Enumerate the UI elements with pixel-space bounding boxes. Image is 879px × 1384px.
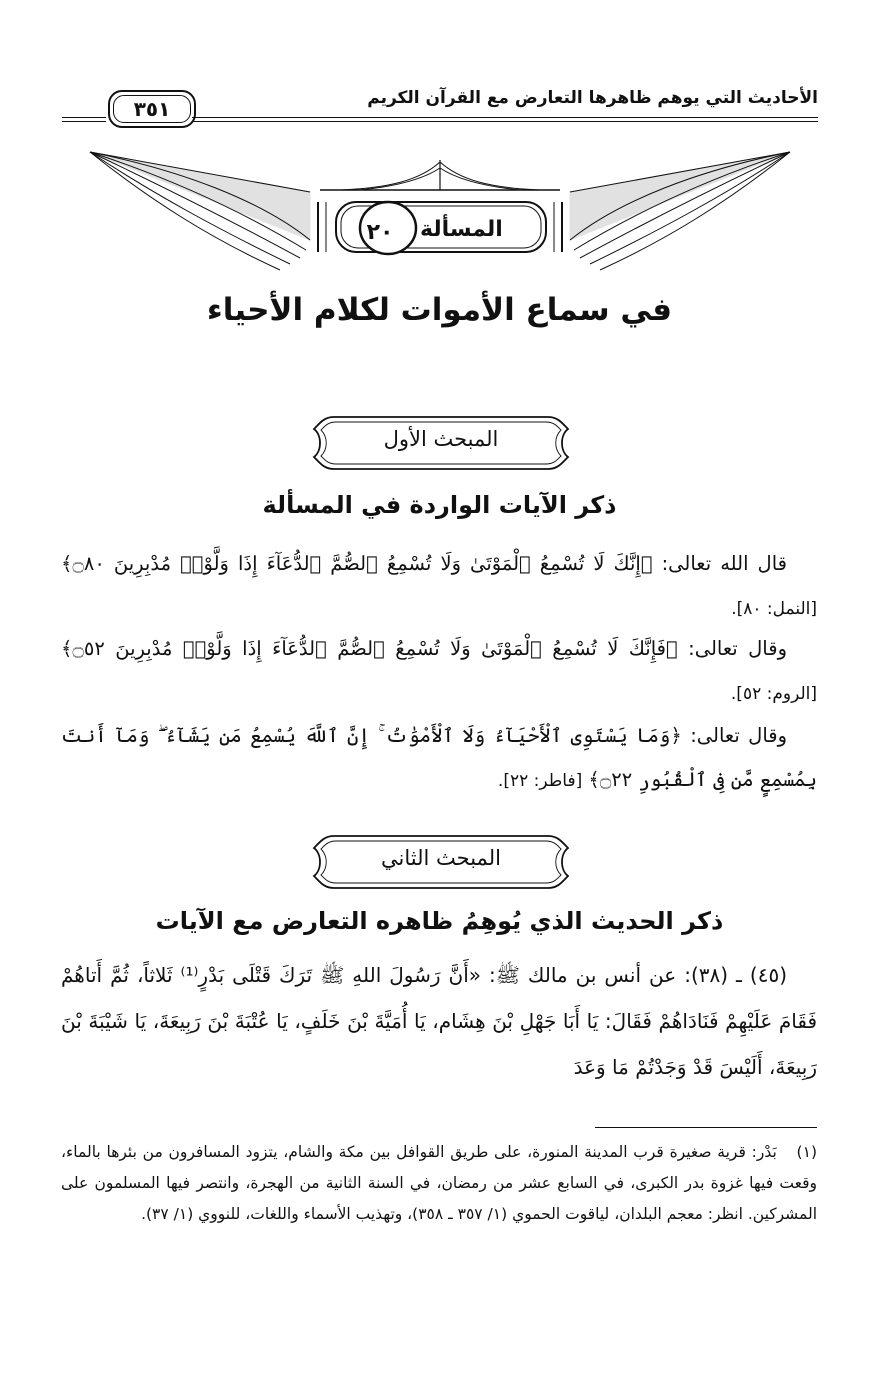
section-label: المبحث الأول [383, 427, 499, 451]
footnote-separator [595, 1127, 817, 1128]
verse-intro: قال الله تعالى: [652, 552, 787, 575]
section-box-2 [306, 832, 576, 892]
hadith-paragraph: (٤٥) ـ (٣٨): عن أنس بن مالك ﷺ: «أَنَّ رَسُولَ اللهِ ﷺ تَرَكَ قَتْلَى بَدْرٍ⁽¹⁾ ثَلاثاً، ثُمَّ أَتاهُمْ فَقَامَ عَلَيْهِمْ فَنَادَاهُمْ فَقَالَ: يَا أَبَا جَهْلِ بْنَ هِشَام، يَا أُمَيَّةَ بْنَ خَلَفٍ، يَا عُتْبَةَ بْنَ رَبِيعَةَ، يَا شَيْبَةَ بْنَ رَبِيعَةَ، أَلَيْسَ قَدْ وَجَدْتُمْ مَا وَعَدَ [61, 963, 817, 1079]
verse-paragraph [61, 542, 817, 631]
verse-intro: وقال تعالى: [681, 724, 787, 747]
section-heading: ذكر الحديث الذي يُوهِمُ ظاهره التعارض مع الآيات [155, 907, 724, 935]
section-heading: ذكر الآيات الواردة في المسألة [262, 491, 617, 519]
footnote-text: بَدْر: قرية صغيرة قرب المدينة المنورة، على طريق القوافل بين مكة والشام، يتزود المسافرون من بئرها بالماء، وقعت فيها غزوة بدر الكبرى، في السابع عشر من رمضان، في السنة الثانية من الهجرة، وانتصر فيها المسلمون على المشركين. انظر: معجم البلدان، لياقوت الحموي (١/ ٣٥٧ ـ ٣٥٨)، وتهذيب الأسماء واللغات، للنووي (١/ ٣٧). [61, 1143, 817, 1223]
verse-text: ﴿وَمَا يَسْتَوِى ٱلْأَحْيَآءُ وَلَا ٱلْأَمْوَٰتُ ۚ إِنَّ ٱللَّهَ يُسْمِعُ مَن يَشَآءُ ۖ وَمَآ أَنتَ بِمُسْمِعٍ مَّن فِى ٱلْقُبُورِ ۝٢٢﴾ [61, 724, 817, 791]
page-number: ٣٥١ [133, 97, 171, 121]
verse-paragraph [61, 714, 817, 803]
verse-text: ﴿فَإِنَّكَ لَا تُسْمِعُ ٱلْمَوْتَىٰ وَلَا تُسْمِعُ ٱلصُّمَّ ٱلدُّعَآءَ إِذَا وَلَّوْا۟ مُدْبِرِينَ ۝٥٢﴾ [61, 637, 678, 660]
verse-text: ﴿إِنَّكَ لَا تُسْمِعُ ٱلْمَوْتَىٰ وَلَا تُسْمِعُ ٱلصُّمَّ ٱلدُّعَآءَ إِذَا وَلَّوْا۟ مُدْبِرِينَ ۝٨٠﴾ [61, 552, 653, 575]
header-left-rule [62, 117, 106, 122]
running-header [62, 84, 818, 124]
verse-intro: وقال تعالى: [677, 637, 787, 660]
section-label: المبحث الثاني [381, 846, 501, 870]
section-box-1 [306, 413, 576, 473]
page-number-box [108, 90, 196, 128]
chapter-ornament [60, 140, 820, 275]
footnote-number: (١) [796, 1143, 817, 1161]
page-title: في سماع الأموات لكلام الأحياء [206, 292, 673, 328]
verse-reference: [الروم: ٥٢]. [730, 684, 817, 704]
verse-paragraph [61, 627, 817, 716]
verse-reference: [فاطر: ٢٢]. [497, 771, 583, 791]
masala-number: ٢٠ [366, 219, 394, 245]
header-title: الأحاديث التي يوهم ظاهرها التعارض مع القرآن الكريم [367, 88, 818, 108]
verse-reference: [النمل: ٨٠]. [731, 599, 817, 619]
footnote [61, 1137, 817, 1230]
masala-label-text: المسألة [420, 217, 503, 242]
header-rule [192, 117, 818, 122]
